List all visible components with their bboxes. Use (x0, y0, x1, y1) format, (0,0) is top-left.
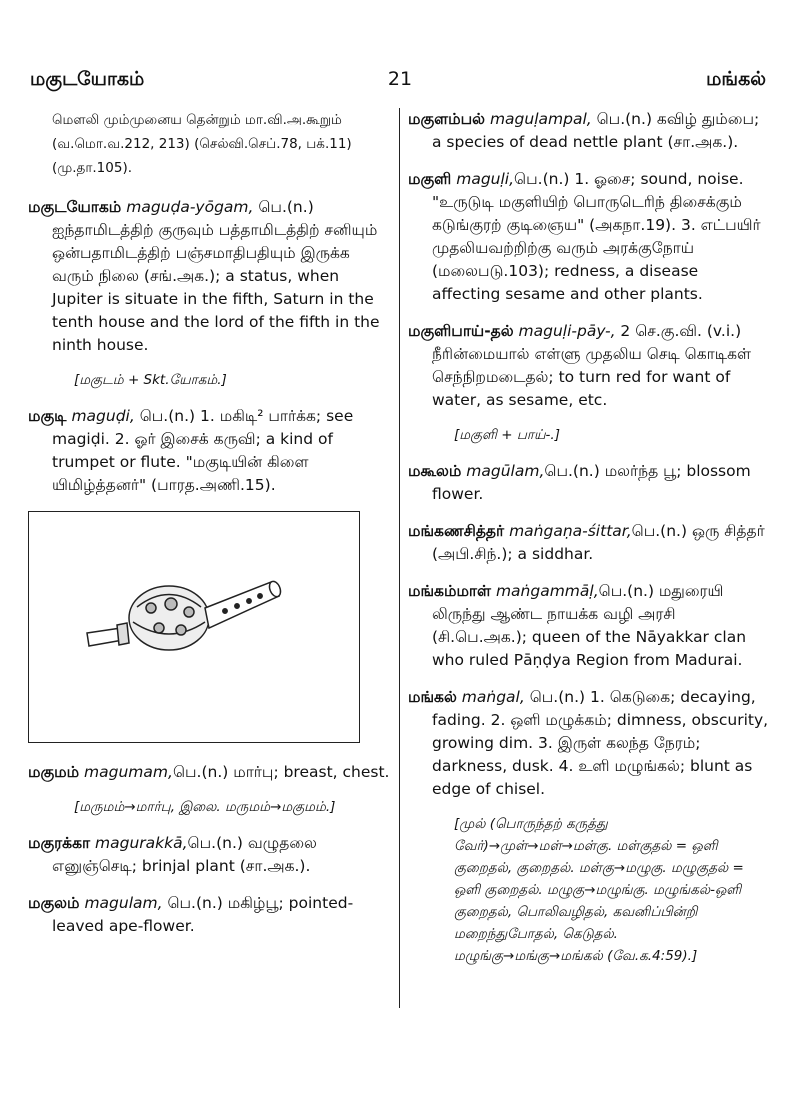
entry-transliteration: maguḷampal, (489, 110, 592, 128)
entry-magulampal (408, 108, 770, 154)
continuation-text: மௌலி மும்முனைய தென்றும் மா.வி.அ.கூறும் (வ.மொ.வ.212, 213) (செல்வி.செப்.78, பக்.11) (மு.தா.105). (52, 112, 352, 176)
entry-etymology: [மகுளி + பாய்-.] (454, 427, 560, 443)
entry-definition: பெ.(n.) கவிழ் தும்பை; a species of dead nettle plant (சா.அக.). (432, 110, 760, 151)
entry-magudi (28, 405, 390, 497)
entry-magurakka (28, 832, 390, 878)
entry-headword: மகுடி (28, 407, 67, 425)
entry-definition: பெ.(n.) மதுரையி லிருந்து ஆண்ட நாயக்க வழி அரசி (சி.பெ.அக.); queen of the Nāyakkar clan who ruled Pāṇḍya Region from Madurai. (432, 582, 747, 669)
entry-headword: மகுமம் (28, 763, 80, 781)
entry-transliteration: maṅgaṇa-śittar, (509, 522, 632, 540)
entry-headword: மகுளி (408, 170, 452, 188)
entry-definition: பெ.(n.) 1. மகிடி² பார்க்க; see magiḍi. 2. ஓர் இசைக் கருவி; a kind of trumpet or flute. "மகுடியின் கிளை யிமிழ்த்தனர்" (பாரத.அணி.15). (52, 407, 354, 494)
entry-manganasittar (408, 520, 770, 566)
flute-instrument-drawing (29, 512, 359, 742)
entry-headword: மங்கல் (408, 688, 457, 706)
entry-headword: மங்கம்மாள் (408, 582, 491, 600)
page-header (28, 64, 772, 98)
entry-transliteration: maguḍa-yōgam, (126, 198, 254, 216)
left-guide-word: மகுடயோகம் (30, 68, 145, 90)
entry-magulam (28, 892, 390, 938)
entry-transliteration: maguḷi, (456, 170, 515, 188)
entry-definition: பெ.(n.) ஒரு சித்தர் (அபி.சிந்.); a siddhar. (432, 522, 765, 563)
entry-transliteration: maṅgammāḷ, (495, 582, 599, 600)
left-column (28, 108, 390, 952)
entry-transliteration: magūlam, (466, 462, 545, 480)
entry-etymology: [முல் (பொருந்தற் கருத்து வேர்)→முள்→மள்→மள்கு. மள்குதல் = ஒளி குறைதல், குறைதல். மள்கு→மழுகு. மழுகுதல் = ஒளி குறைதல். மழுகு→மழுங்கு. மழுங்கல்-ஒளி குறைதல், பொலிவழிதல், கவனிப்பின்றி மறைந்துபோதல், கெடுதல். மழுங்கு→மங்கு→மங்கல் (வே.க.4:59).] (454, 816, 744, 964)
entry-etymology: [மகுடம் + Skt.யோகம்.] (74, 372, 227, 388)
entry-definition: பெ.(n.) மகிழ்பூ; pointed-leaved ape-flower. (52, 894, 354, 935)
entry-definition: பெ.(n.) மலர்ந்த பூ; blossom flower. (432, 462, 751, 503)
entry-headword: மகூலம் (408, 462, 462, 480)
entry-mangammal (408, 580, 770, 672)
entry-definition: 2 செ.கு.வி. (v.i.) நீரின்மையால் எள்ளு முதலிய செடி கொடிகள் செந்நிறமடைதல்; to turn red for want of water, as sesame, etc. (432, 322, 751, 409)
entry-definition: பெ.(n.) மார்பு; breast, chest. (172, 763, 390, 781)
entry-magulam-blossom (408, 460, 770, 506)
entry-maguli (408, 168, 770, 306)
page-number: 21 (387, 68, 413, 90)
entry-definition: பெ.(n.) 1. கெடுகை; decaying, fading. 2. ஒளி மழுக்கம்; dimness, obscurity, growing dim. 3. இருள் கலந்த நேரம்; darkness, dusk. 4. உளி மழுங்கல்; blunt as edge of chisel. (432, 688, 769, 798)
entry-definition: பெ.(n.) வழுதலை எனுஞ்செடி; brinjal plant (சா.அக.). (52, 834, 317, 875)
entry-transliteration: maguḷi-pāy-, (518, 322, 616, 340)
entry-headword: மகுலம் (28, 894, 80, 912)
entry-mangal (408, 686, 770, 801)
entry-headword: மகுளம்பல் (408, 110, 486, 128)
right-column (408, 108, 770, 981)
right-guide-word: மங்கல் (706, 68, 766, 90)
entry-headword: மகுடயோகம் (28, 198, 122, 216)
entry-headword: மகுளிபாய்-தல் (408, 322, 514, 340)
entry-magudayogam (28, 196, 390, 357)
entry-magulipaythal (408, 320, 770, 412)
entry-transliteration: magumam, (84, 763, 173, 781)
entry-transliteration: magurakkā, (95, 834, 188, 852)
entry-definition: பெ.(n.) 1. ஓசை; sound, noise. "உருடுடி மகுளியிற் பொருடெரிந் திசைக்கும் கடுங்குரற் குடிஞைய" (அகநா.19). 3. எட்பயிர் முதலியவற்றிற்கு வரும் அரக்குநோய் (மலைபடு.103); redness, a disease affecting sesame and other plants. (432, 170, 761, 303)
entry-transliteration: maguḍi, (71, 407, 135, 425)
entry-magumam (28, 761, 390, 784)
entry-etymology: [மருமம்→மார்பு, இலை. மருமம்→மகுமம்.] (74, 799, 336, 815)
entry-headword: மங்கணசித்தர் (408, 522, 505, 540)
entry-transliteration: magulam, (84, 894, 163, 912)
entry-transliteration: maṅgal, (461, 688, 525, 706)
entry-definition: பெ.(n.) ஐந்தாமிடத்திற் குருவும் பத்தாமிடத்திற் சனியும் ஒன்பதாமிடத்திற் பஞ்சமாதிபதியும் இருக்க வரும் நிலை (சங்.அக.); a status, when Jupiter is situate in the fifth, Saturn in the tenth house and the lord of the fifth in the ninth house. (52, 198, 380, 354)
entry-headword: மகுரக்கா (28, 834, 91, 852)
magudi-illustration (28, 511, 360, 743)
column-divider (399, 108, 400, 1008)
